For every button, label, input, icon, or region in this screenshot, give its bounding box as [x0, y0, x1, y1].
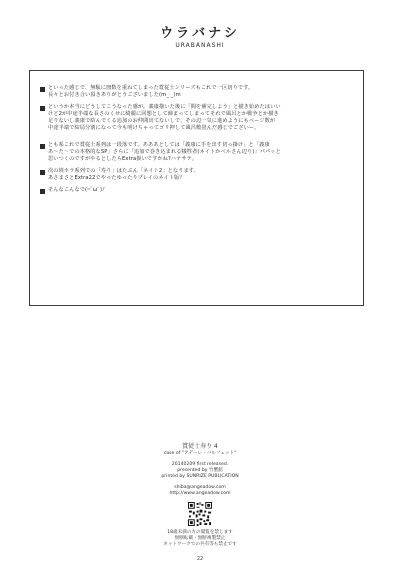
page-title — [0, 26, 400, 50]
afterword-paragraph-text: 次の境ホラ系列での「寿り」はたぶん「ネイト2」となります。 あさまさとExtra22でやったゆったりプレイのネイト版？ — [48, 168, 199, 181]
colophon-notice: 無断転載・無断複製禁止 — [174, 536, 226, 541]
colophon-book-title: 賞従士寿り 4 — [182, 443, 218, 450]
afterword-paragraph-text: そんなこんなで(=ﾟωﾟ)ﾉ — [48, 187, 105, 193]
afterword-paragraph-text: というか本当にどうしてこうなった感が。義康描いた後に「間を補完しよう」と描き始めたはいい けど2が中途半端な長さのくせに綺麗に回想として締まってしまってそれで風呂とか戦争とか描き 足りないし義康で結んでくる追加のお仲間出てないしで、その辺一気に進めようにもページ数が 中途半端で結局分割になって今も明けちゃってゴリ押して風呂敷畳んだ感じでございー。 — [48, 104, 281, 131]
afterword-paragraph — [40, 187, 349, 194]
afterword-paragraph — [40, 85, 349, 99]
colophon-release-date: 20140209 first released. — [171, 462, 229, 467]
colophon-presented-by: presented by 竹蟹舘 — [177, 468, 223, 473]
bullet-square — [40, 144, 45, 149]
bullet-square — [40, 189, 45, 194]
colophon-case-line: case of "アデーレ・バルフェット" — [163, 451, 237, 456]
bullet-square — [40, 170, 45, 175]
afterword-paragraph-text: とも系これで賞従士系列は一段落です。あああとしては「義康に手を出す切っ掛け」と「義康 あ～た～での本格的なSP」さらに「追加で巻き込まれる犠牲者(ネイトかベルさん辺り)」パパッと 思いつくのですがやるとしたらExtra扱いですかね?ハテサテ。 — [48, 142, 281, 162]
title-romaji: URABANASHI — [175, 42, 225, 49]
afterword-paragraph — [40, 168, 349, 182]
colophon-notice: 18歳未満の方の閲覧を禁じます — [167, 530, 233, 535]
afterword-paragraph — [40, 104, 349, 132]
afterword-paragraph — [40, 142, 349, 163]
colophon-url: http://www.angeadow.com — [169, 491, 231, 496]
page-number: 22 — [196, 556, 204, 562]
afterword-paragraph-text: といった感じで、無駄に冊数を重ねてしまった賞従士シリーズもこれで一区切りです。 長々とお付き合い頂きありがとうございました(m_ _)m — [48, 85, 254, 98]
bullet-square — [40, 106, 45, 111]
colophon-notice: ネットワークでの共有等も禁止です — [163, 542, 237, 547]
bullet-square — [40, 87, 45, 92]
colophon-printed-by: printed by SUNRIZE PUBLICATION — [161, 474, 239, 479]
colophon — [0, 443, 400, 548]
afterword-box — [29, 70, 364, 306]
qr-code-icon — [188, 502, 212, 526]
colophon-email: shiba@angeadow.com — [174, 485, 226, 490]
title-japanese: ウラバナシ — [160, 26, 240, 41]
